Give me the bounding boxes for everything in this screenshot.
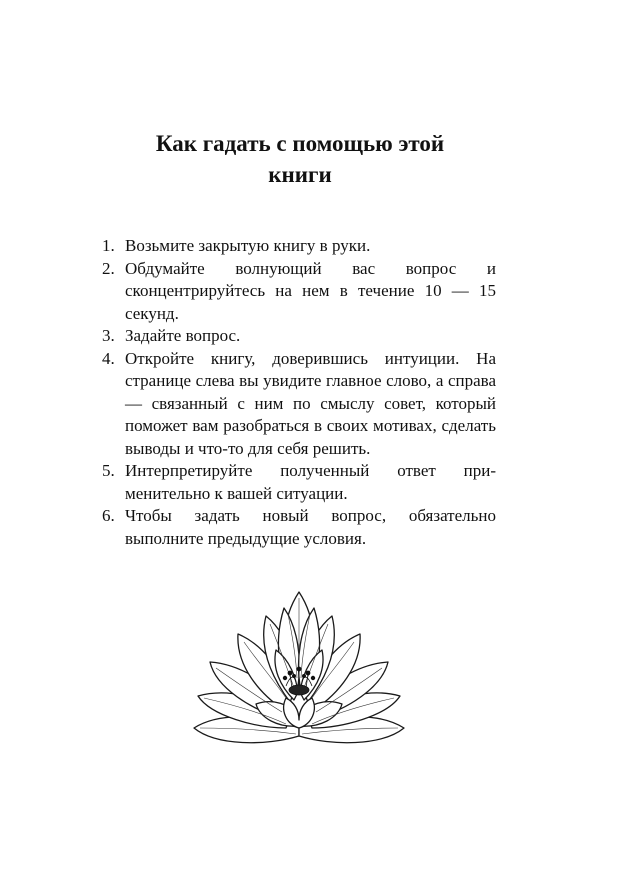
list-item-text: Откройте книгу, доверившись интуиции. На странице слева вы увидите главное слово, а справа — связанный с ним по смыслу совет, который поможет вам разобраться в своих мотивах, сделать выводы и что-то для себя решить. <box>125 348 496 458</box>
list-item-number: 1. <box>102 236 115 255</box>
list-item <box>102 258 496 326</box>
list-item <box>102 348 496 461</box>
page-title <box>100 128 500 190</box>
list-item-number: 2. <box>102 258 115 278</box>
list-item-text: Задайте вопрос. <box>125 326 241 345</box>
list-item-number: 6. <box>102 506 115 525</box>
list-item <box>102 235 496 258</box>
list-item-number: 5. <box>102 461 115 480</box>
instructions-list <box>102 235 496 550</box>
list-item-text: Чтобы задать новый вопрос, обязательно выполните предыдущие условия. <box>125 506 496 548</box>
list-item-number: 4. <box>102 348 115 368</box>
page-title-line-1: Как гадать с помощью этой <box>155 131 445 156</box>
list-item <box>102 460 496 505</box>
list-item <box>102 325 496 348</box>
list-item-text: Обдумайте волнующий вас вопрос и сконцентрируйтесь на нем в течение 10 — 15 секунд. <box>125 258 496 323</box>
list-item-text: Интерпретируйте полученный ответ применительно к вашей ситуации. <box>125 461 496 503</box>
list-item-number: 3. <box>102 326 115 345</box>
list-item-text: Возьмите закрытую книгу в руки. <box>125 236 371 255</box>
page-title-line-2: книги <box>268 162 332 187</box>
list-item <box>102 505 496 550</box>
lotus-flower-icon <box>186 578 412 748</box>
